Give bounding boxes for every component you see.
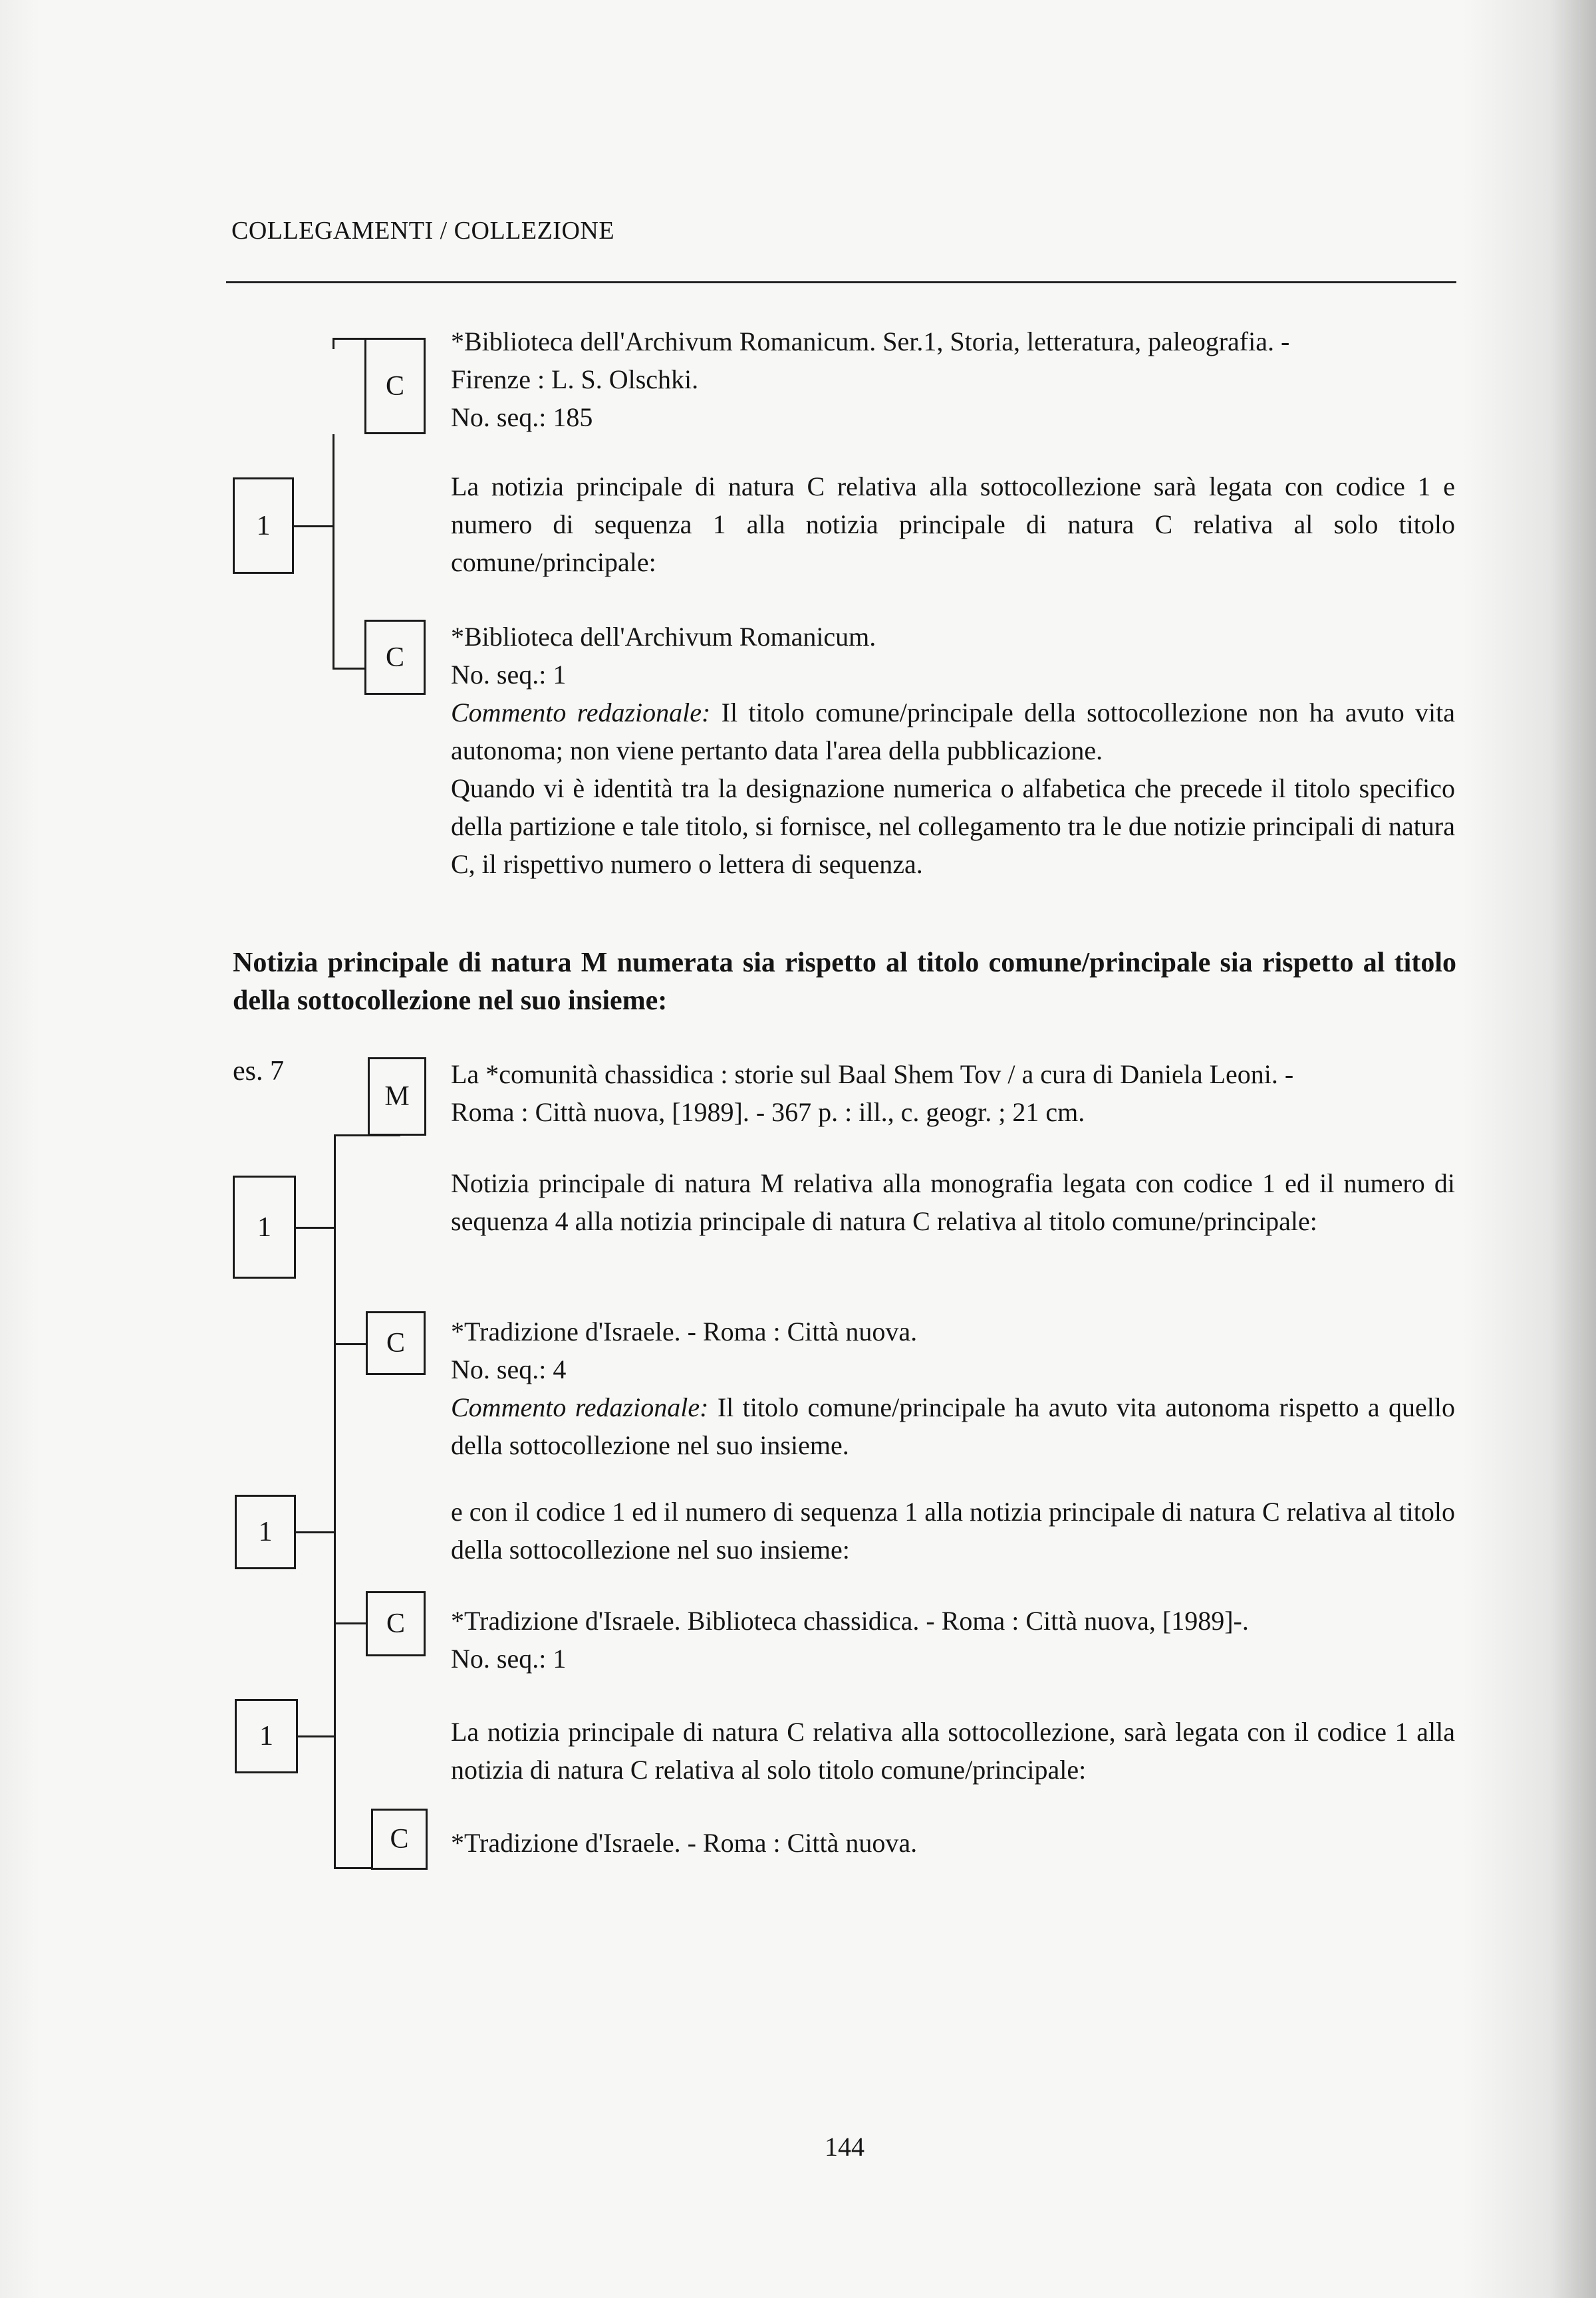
connector-line [296, 1531, 334, 1533]
entry-line: No. seq.: 1 [451, 1644, 567, 1674]
connector-line [334, 1867, 372, 1869]
entry-line: No. seq.: 4 [451, 1354, 567, 1384]
editorial-comment [451, 694, 1455, 769]
connector-line [296, 1227, 334, 1229]
comment-text: Il titolo comune/principale ha avuto vita autonoma rispetto a quello della sottocollezione nel suo insieme. [451, 1392, 1456, 1460]
entry-line: *Biblioteca dell'Archivum Romanicum. Ser.1, Storia, letteratura, paleografia. - [451, 326, 1290, 356]
connector-line [334, 1134, 400, 1136]
box-m: M [368, 1057, 426, 1136]
link-description-1: La notizia principale di natura C relativa alla sottocollezione sarà legata con codice 1 e numero di sequenza 1 alla notizia principale di natura C relativa al solo titolo comune/principale: [451, 471, 1455, 577]
entry-line: *Tradizione d'Israele. Biblioteca chassidica. - Roma : Città nuova, [1989]-. [451, 1606, 1249, 1636]
box-c-5: C [371, 1809, 428, 1870]
link-description-2: Notizia principale di natura M relativa alla monografia legata con codice 1 ed il numero di sequenza 4 alla notizia principale di natura C relativa al titolo comune/principale: [451, 1168, 1455, 1236]
entry-line: *Tradizione d'Israele. - Roma : Città nuova. [451, 1828, 918, 1858]
connector-line [332, 668, 366, 670]
entry-line: *Tradizione d'Israele. - Roma : Città nuova. [451, 1317, 918, 1346]
header-rule [226, 281, 1456, 283]
comment-label: Commento redazionale: [451, 698, 711, 727]
box-1-fourth: 1 [235, 1699, 298, 1773]
connector-line [332, 434, 334, 669]
connector-line [334, 1136, 336, 1869]
comment-label: Commento redazionale: [451, 1392, 709, 1422]
comment-text: Il titolo comune/principale della sottocollezione non ha avuto vita autonoma; non viene pertanto data l'area della pubblicazione. [451, 698, 1456, 765]
box-c-1: C [364, 338, 426, 434]
running-head: COLLEGAMENTI / COLLEZIONE [231, 217, 615, 245]
editorial-comment [451, 1388, 1455, 1464]
entry-tradizione [451, 1824, 1455, 1862]
box-1-first: 1 [233, 477, 294, 574]
box-1-third: 1 [235, 1495, 296, 1569]
entry-line: Roma : Città nuova, [1989]. - 367 p. : ill., c. geogr. ; 21 cm. [451, 1097, 1085, 1127]
entry-line: Firenze : L. S. Olschki. [451, 364, 699, 394]
entry-tradizione-chassidica [451, 1602, 1455, 1678]
connector-line [294, 525, 334, 527]
example-label: es. 7 [233, 1056, 284, 1086]
box-c-3: C [366, 1311, 426, 1375]
entry-line: No. seq.: 185 [451, 402, 593, 432]
box-c-2: C [364, 620, 426, 695]
entry-line: La *comunità chassidica : storie sul Baal Shem Tov / a cura di Daniela Leoni. - [451, 1059, 1294, 1089]
connector-line [334, 1622, 367, 1624]
section-heading: Notizia principale di natura M numerata sia rispetto al titolo comune/principale sia rispetto al titolo della sottocollezione nel suo insieme: [233, 948, 1456, 1016]
entry-line: *Biblioteca dell'Archivum Romanicum. [451, 622, 876, 652]
identity-note: Quando vi è identità tra la designazione numerica o alfabetica che precede il titolo specifico della partizione e tale titolo, si fornisce, nel collegamento tra le due notizie principali di natura C, il rispettivo numero o lettera di sequenza. [451, 773, 1455, 879]
box-1-second: 1 [233, 1176, 296, 1279]
connector-line [334, 1343, 367, 1345]
entry-line: No. seq.: 1 [451, 660, 567, 690]
page-number: 144 [825, 2132, 864, 2162]
link-description-3: e con il codice 1 ed il numero di sequenza 1 alla notizia principale di natura C relativa al titolo della sottocollezione nel suo insieme: [451, 1497, 1455, 1565]
connector-line [332, 338, 366, 340]
entry-biblioteca-ser1 [451, 322, 1455, 436]
entry-comunita-chassidica [451, 1055, 1455, 1131]
link-description-4: La notizia principale di natura C relativa alla sottocollezione, sarà legata con il codice 1 alla notizia di natura C relativa al solo titolo comune/principale: [451, 1717, 1455, 1785]
box-c-4: C [366, 1591, 426, 1656]
entry-tradizione-4 [451, 1313, 1455, 1464]
connector-line [298, 1735, 335, 1737]
entry-biblioteca [451, 618, 1455, 883]
